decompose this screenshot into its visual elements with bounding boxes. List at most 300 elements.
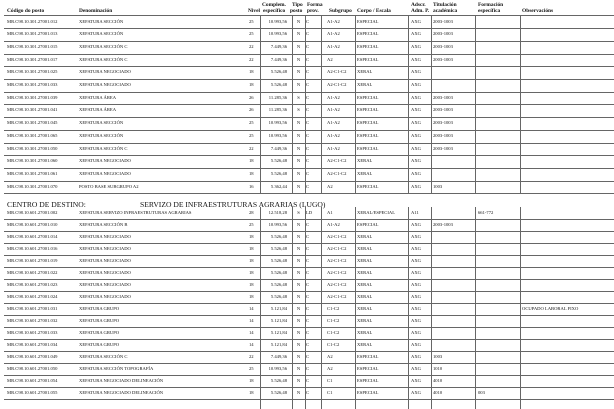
cell-codigo: MR.C98.10.301.27001.060 xyxy=(7,158,58,164)
cell-adscr: AXG xyxy=(411,366,421,371)
cell-forma: C xyxy=(306,330,310,335)
cell-den: XEFATURA SECCIÓN C xyxy=(79,354,128,359)
header-corpo: Corpo / Escala xyxy=(357,8,391,14)
cell-den: XEFATURA NEGOCIADO DELINEACIÓN xyxy=(79,378,164,383)
table-row xyxy=(0,104,614,115)
cell-nivel: 14 xyxy=(249,330,254,335)
header-adscr-2: Adm. P. xyxy=(411,8,430,14)
cell-tipo: N xyxy=(296,390,301,395)
cell-nivel: 18 xyxy=(249,246,254,251)
cell-subgrupo: A2-C1-C2 xyxy=(327,270,347,275)
cell-nivel: 22 xyxy=(249,354,254,359)
cell-den: XEFATURA GRUPO xyxy=(79,318,120,323)
table-row xyxy=(0,243,614,254)
cell-formacion: 661-772 xyxy=(478,210,494,215)
cell-tipo: N xyxy=(296,120,301,126)
cell-forma: C xyxy=(306,306,310,311)
cell-forma: C xyxy=(306,18,310,24)
cell-subgrupo: C1-C2 xyxy=(327,318,340,323)
cell-forma: C xyxy=(306,258,310,263)
header-complem-1: Complem. xyxy=(262,2,286,8)
table-row xyxy=(0,327,614,338)
row-rule xyxy=(4,399,614,400)
cell-corpo: XERAL xyxy=(357,246,373,251)
cell-corpo: XERAL xyxy=(357,342,373,347)
cell-complem: 5.526,48 xyxy=(270,282,287,287)
cell-forma: C xyxy=(306,107,310,113)
cell-titulacion: 4010 xyxy=(433,378,443,383)
cell-den: XEFATURA NEGOCIADO xyxy=(79,158,131,164)
cell-titulacion: 2003-1003 xyxy=(433,132,453,138)
cell-titulacion: 1010 xyxy=(433,366,443,371)
cell-tipo: N xyxy=(296,56,301,62)
cell-nivel: 26 xyxy=(249,94,254,100)
cell-codigo: MR.C98.10.601.27001.049 xyxy=(7,354,58,359)
cell-complem: 11.285,36 xyxy=(268,94,287,100)
cell-codigo: MR.C98.10.601.27001.034 xyxy=(7,342,58,347)
cell-complem: 5.526,48 xyxy=(270,82,287,87)
cell-subgrupo: C1-C2 xyxy=(327,330,340,335)
cell-subgrupo: A2-C1-C2 xyxy=(327,82,347,87)
cell-nivel: 18 xyxy=(249,378,254,383)
cell-nivel: 18 xyxy=(249,69,254,75)
cell-tipo: N xyxy=(296,378,301,383)
cell-titulacion: 1003 xyxy=(433,354,443,359)
cell-adscr: AXG xyxy=(411,258,421,263)
cell-adscr: AXG xyxy=(411,318,421,323)
header-codigo: Código do posto xyxy=(7,8,45,14)
cell-complem: 10.993,56 xyxy=(268,120,287,126)
cell-titulacion: 2003-1003 xyxy=(433,120,453,126)
cell-titulacion: 1003 xyxy=(433,183,443,189)
cell-subgrupo: A2-C1-C2 xyxy=(327,294,347,299)
cell-titulacion: 2003-1003 xyxy=(433,145,453,151)
cell-nivel: 18 xyxy=(249,170,254,176)
cell-subgrupo: C1 xyxy=(327,378,333,383)
cell-forma: C xyxy=(306,183,310,189)
cell-tipo: N xyxy=(296,158,301,164)
cell-nivel: 25 xyxy=(249,18,254,24)
cell-forma: C xyxy=(306,94,310,100)
cell-codigo: MR.C98.10.301.27001.017 xyxy=(7,56,58,62)
cell-forma: C xyxy=(306,342,310,347)
cell-complem: 7.449,36 xyxy=(270,145,287,151)
cell-corpo: XERAL xyxy=(357,306,373,311)
cell-adscr: AXG xyxy=(411,390,421,395)
header-formacion-1: Formación xyxy=(478,2,504,8)
cell-forma: C xyxy=(306,222,310,227)
cell-tipo: S xyxy=(297,94,300,100)
cell-subgrupo: A2-C1-C2 xyxy=(327,246,347,251)
cell-corpo: XERAL xyxy=(357,258,373,263)
cell-adscr: AXG xyxy=(411,145,421,151)
cell-corpo: ESPECIAL xyxy=(357,107,379,113)
cell-den: XEFATURA SECCIÓN C xyxy=(79,56,128,62)
table-row xyxy=(0,54,614,65)
cell-nivel: 18 xyxy=(249,258,254,263)
cell-nivel: 18 xyxy=(249,82,254,87)
cell-corpo: XERAL xyxy=(357,282,373,287)
cell-nivel: 18 xyxy=(249,294,254,299)
cell-forma: C xyxy=(306,318,310,323)
cell-nivel: 25 xyxy=(249,132,254,138)
table-row xyxy=(0,130,614,141)
cell-den: XEFATURA NEGOCIADO xyxy=(79,246,131,251)
cell-forma: C xyxy=(306,69,310,75)
cell-tipo: S xyxy=(297,107,300,113)
cell-codigo: MR.C98.10.301.27001.061 xyxy=(7,170,58,176)
cell-adscr: AXG xyxy=(411,330,421,335)
table-row xyxy=(0,41,614,52)
cell-subgrupo: A1-A2 xyxy=(327,132,340,138)
cell-nivel: 28 xyxy=(249,210,254,215)
header-forma-2: prov. xyxy=(307,8,319,14)
cell-adscr: A11 xyxy=(411,210,419,215)
cell-subgrupo: A1-A2 xyxy=(327,222,340,227)
cell-adscr: AXG xyxy=(411,82,421,87)
cell-forma: C xyxy=(306,82,310,87)
header-nivel: Nivel xyxy=(248,8,260,14)
cell-codigo: MR.C98.10.601.27001.055 xyxy=(7,390,58,395)
cell-subgrupo: C1-C2 xyxy=(327,342,340,347)
cell-subgrupo: A2-C1-C2 xyxy=(327,258,347,263)
cell-forma: C xyxy=(306,390,310,395)
cell-codigo: MR.C98.10.301.27001.065 xyxy=(7,132,58,138)
cell-nivel: 14 xyxy=(249,318,254,323)
table-row xyxy=(0,303,614,314)
table-row xyxy=(0,28,614,39)
cell-forma: C xyxy=(306,246,310,251)
cell-subgrupo: C1-C2 xyxy=(327,306,340,311)
table-row xyxy=(0,375,614,386)
cell-corpo: ESPECIAL xyxy=(357,183,379,189)
cell-codigo: MR.C98.10.601.27001.024 xyxy=(7,294,58,299)
cell-tipo: N xyxy=(296,366,301,371)
cell-subgrupo: A2 xyxy=(327,354,333,359)
header-observacions: Observacións xyxy=(522,8,554,14)
cell-adscr: AXG xyxy=(411,270,421,275)
cell-subgrupo: A1-A2 xyxy=(327,43,340,49)
header-formacion-2: específica xyxy=(478,8,501,14)
cell-den: XEFATURA ÁREA xyxy=(79,94,117,100)
cell-forma: C xyxy=(306,234,310,239)
cell-den: XEFATURA GRUPO xyxy=(79,306,120,311)
cell-complem: 10.993,56 xyxy=(268,222,287,227)
cell-den: XEFATURA NEGOCIADO xyxy=(79,258,131,263)
cell-nivel: 18 xyxy=(249,282,254,287)
cell-adscr: AXG xyxy=(411,132,421,138)
cell-tipo: N xyxy=(296,183,301,189)
header-titulacion-2: académica xyxy=(433,8,458,14)
cell-codigo: MR.C98.10.301.27001.025 xyxy=(7,69,58,75)
cell-den: XEFATURA NEGOCIADO xyxy=(79,282,131,287)
cell-nivel: 18 xyxy=(249,158,254,164)
cell-codigo: MR.C98.10.601.27001.033 xyxy=(7,330,58,335)
cell-corpo: ESPECIAL xyxy=(357,222,379,227)
cell-den: XEFATURA SECCIÓN C xyxy=(79,43,128,49)
table-row xyxy=(0,387,614,398)
cell-subgrupo: A2-C1-C2 xyxy=(327,234,347,239)
cell-den: XEFATURA SECCIÓN C xyxy=(79,145,128,151)
cell-codigo: MR.C98.10.601.27001.010 xyxy=(7,222,58,227)
cell-codigo: MR.C98.10.301.27001.041 xyxy=(7,107,58,113)
table-row xyxy=(0,255,614,266)
cell-forma: C xyxy=(306,31,310,37)
cell-adscr: AXG xyxy=(411,94,421,100)
cell-tipo: N xyxy=(296,294,301,299)
cell-corpo: XERAL xyxy=(357,270,373,275)
cell-complem: 12.518,28 xyxy=(268,210,287,215)
cell-den: XEFATURA NEGOCIADO DELINEACIÓN xyxy=(79,390,164,395)
table-row xyxy=(0,117,614,128)
table-row xyxy=(0,219,614,230)
cell-titulacion: 2003-1003 xyxy=(433,43,453,49)
cell-codigo: MR.C98.10.601.27001.023 xyxy=(7,282,58,287)
cell-complem: 5.362,44 xyxy=(270,183,287,189)
table-row xyxy=(0,16,614,27)
row-rule xyxy=(4,193,614,194)
cell-complem: 5.526,48 xyxy=(270,390,287,395)
cell-formacion: 003 xyxy=(478,390,485,395)
cell-den: XEFATURA NEGOCIADO xyxy=(79,170,131,176)
cell-titulacion: 2003-1003 xyxy=(433,107,453,113)
cell-complem: 11.285,36 xyxy=(268,107,287,113)
cell-adscr: AXG xyxy=(411,183,421,189)
cell-subgrupo: A2 xyxy=(327,366,333,371)
cell-codigo: MR.C98.10.301.27001.015 xyxy=(7,43,58,49)
cell-tipo: N xyxy=(296,170,301,176)
cell-codigo: MR.C98.10.601.27001.031 xyxy=(7,306,58,311)
cell-den: XEFATURA NEGOCIADO xyxy=(79,234,131,239)
cell-tipo: N xyxy=(296,354,301,359)
cell-corpo: ESPECIAL xyxy=(357,354,379,359)
cell-subgrupo: A1-A2 xyxy=(327,107,340,113)
cell-tipo: N xyxy=(296,306,301,311)
cell-corpo: ESPECIAL xyxy=(357,120,379,126)
table-row xyxy=(0,66,614,77)
cell-subgrupo: A1-A2 xyxy=(327,31,340,37)
cell-tipo: N xyxy=(296,234,301,239)
cell-codigo: MR.C98.10.301.27001.045 xyxy=(7,120,58,126)
header-tipo-1: Tipo xyxy=(292,2,303,8)
cell-den: XEFATURA SECCIÓN xyxy=(79,120,124,126)
cell-titulacion: 2003-1003 xyxy=(433,18,453,24)
cell-subgrupo: A2-C1-C2 xyxy=(327,69,347,75)
cell-forma: C xyxy=(306,43,310,49)
cell-adscr: AXG xyxy=(411,18,421,24)
cell-subgrupo: C1 xyxy=(327,390,333,395)
table-row xyxy=(0,231,614,242)
cell-codigo: MR.C98.10.301.27001.039 xyxy=(7,94,58,100)
table-row xyxy=(0,155,614,166)
table-row xyxy=(0,291,614,302)
cell-corpo: XERAL xyxy=(357,158,373,164)
cell-corpo: ESPECIAL xyxy=(357,18,379,24)
cell-nivel: 26 xyxy=(249,107,254,113)
cell-complem: 10.993,56 xyxy=(268,18,287,24)
table-row xyxy=(0,143,614,154)
cell-complem: 10.993,56 xyxy=(268,31,287,37)
cell-corpo: ESPECIAL xyxy=(357,378,379,383)
cell-forma: C xyxy=(306,294,310,299)
cell-tipo: N xyxy=(296,282,301,287)
cell-complem: 5.526,48 xyxy=(270,69,287,75)
cell-complem: 5.121,84 xyxy=(270,306,287,311)
cell-complem: 10.993,56 xyxy=(268,132,287,138)
cell-adscr: AXG xyxy=(411,69,421,75)
cell-nivel: 25 xyxy=(249,366,254,371)
cell-tipo: N xyxy=(296,270,301,275)
header-complem-2: específico xyxy=(263,8,286,14)
cell-complem: 5.121,84 xyxy=(270,318,287,323)
cell-adscr: AXG xyxy=(411,158,421,164)
table-row xyxy=(0,181,614,192)
cell-adscr: AXG xyxy=(411,354,421,359)
cell-codigo: MR.C98.10.601.27001.050 xyxy=(7,366,58,371)
cell-subgrupo: A1-A2 xyxy=(327,18,340,24)
cell-subgrupo: A2-C1-C2 xyxy=(327,170,347,176)
cell-adscr: AXG xyxy=(411,294,421,299)
cell-obs: OCUPADO LABORAL FIXO xyxy=(522,306,579,311)
cell-complem: 5.121,84 xyxy=(270,330,287,335)
cell-subgrupo: A2-C1-C2 xyxy=(327,158,347,164)
cell-tipo: N xyxy=(296,222,301,227)
cell-forma: C xyxy=(306,145,310,151)
cell-codigo: MR.C98.10.301.27001.033 xyxy=(7,82,58,87)
cell-tipo: N xyxy=(296,318,301,323)
table-row xyxy=(0,267,614,278)
cell-nivel: 16 xyxy=(249,183,254,189)
cell-adscr: AXG xyxy=(411,282,421,287)
cell-complem: 5.526,48 xyxy=(270,246,287,251)
cell-corpo: ESPECIAL xyxy=(357,43,379,49)
cell-complem: 5.526,48 xyxy=(270,270,287,275)
cell-titulacion: 2003-1003 xyxy=(433,56,453,62)
cell-corpo: ESPECIAL xyxy=(357,31,379,37)
cell-adscr: AXG xyxy=(411,31,421,37)
cell-nivel: 22 xyxy=(249,43,254,49)
cell-adscr: AXG xyxy=(411,342,421,347)
cell-corpo: XERAL/ESPECIAL xyxy=(357,210,396,215)
cell-tipo: N xyxy=(296,342,301,347)
cell-den: XEFATURA GRUPO xyxy=(79,330,120,335)
cell-corpo: XERAL xyxy=(357,170,373,176)
cell-codigo: MR.C98.10.601.27001.022 xyxy=(7,270,58,275)
header-forma-1: Forma xyxy=(307,2,323,8)
cell-adscr: AXG xyxy=(411,234,421,239)
cell-forma: C xyxy=(306,132,310,138)
table-row xyxy=(0,279,614,290)
cell-nivel: 18 xyxy=(249,390,254,395)
cell-nivel: 14 xyxy=(249,306,254,311)
cell-tipo: N xyxy=(296,43,301,49)
cell-nivel: 18 xyxy=(249,234,254,239)
cell-complem: 10.993,56 xyxy=(268,366,287,371)
cell-adscr: AXG xyxy=(411,43,421,49)
cell-subgrupo: A2-C1-C2 xyxy=(327,282,347,287)
cell-forma: C xyxy=(306,378,310,383)
cell-codigo: MR.C98.10.301.27001.050 xyxy=(7,145,58,151)
cell-den: POSTO BASE SUBGRUPO A2 xyxy=(79,183,139,189)
cell-complem: 5.526,48 xyxy=(270,294,287,299)
cell-codigo: MR.C98.10.601.27001.019 xyxy=(7,258,58,263)
cell-adscr: AXG xyxy=(411,306,421,311)
header-denominacion: Denominación xyxy=(79,8,113,14)
cell-corpo: ESPECIAL xyxy=(357,366,379,371)
cell-corpo: ESPECIAL xyxy=(357,94,379,100)
cell-subgrupo: A1-A2 xyxy=(327,94,340,100)
cell-forma: C xyxy=(306,170,310,176)
cell-den: XEFATURA NEGOCIADO xyxy=(79,294,131,299)
table-row xyxy=(0,315,614,326)
cell-den: XEFATURA ÁREA xyxy=(79,107,117,113)
cell-complem: 7.449,36 xyxy=(270,56,287,62)
cell-codigo: MR.C98.10.601.27001.016 xyxy=(7,246,58,251)
cell-codigo: MR.C98.10.601.27001.014 xyxy=(7,234,58,239)
cell-titulacion: 4010 xyxy=(433,390,443,395)
cell-tipo: N xyxy=(296,330,301,335)
center-name: SERVIZO DE INFRAESTRUTURAS AGRARIAS (LUGO) xyxy=(140,200,326,209)
cell-forma: LD xyxy=(306,210,313,215)
cell-adscr: AXG xyxy=(411,56,421,62)
cell-complem: 5.526,48 xyxy=(270,158,287,164)
cell-tipo: N xyxy=(296,145,301,151)
cell-corpo: ESPECIAL xyxy=(357,56,379,62)
cell-nivel: 22 xyxy=(249,56,254,62)
cell-adscr: AXG xyxy=(411,107,421,113)
cell-tipo: N xyxy=(296,69,301,75)
cell-corpo: ESPECIAL xyxy=(357,145,379,151)
header-subgrupo: Subgrupo xyxy=(329,8,352,14)
cell-forma: C xyxy=(306,56,310,62)
cell-den: XEFATURA SECCIÓN TOPOGRAFÍA xyxy=(79,366,154,371)
cell-den: XEFATURA SECCIÓN B xyxy=(79,222,128,227)
center-label: CENTRO DE DESTINO: xyxy=(7,200,86,209)
cell-den: XEFATURA SECCIÓN xyxy=(79,18,124,24)
cell-complem: 5.526,48 xyxy=(270,378,287,383)
table-row xyxy=(0,168,614,179)
cell-subgrupo: A1-A2 xyxy=(327,120,340,126)
cell-forma: C xyxy=(306,366,310,371)
cell-corpo: ESPECIAL xyxy=(357,132,379,138)
cell-adscr: AXG xyxy=(411,246,421,251)
cell-tipo: N xyxy=(296,18,301,24)
table-row xyxy=(0,339,614,350)
table-row xyxy=(0,207,614,218)
cell-complem: 5.121,84 xyxy=(270,342,287,347)
cell-nivel: 25 xyxy=(249,120,254,126)
cell-nivel: 25 xyxy=(249,31,254,37)
cell-corpo: XERAL xyxy=(357,294,373,299)
cell-tipo: N xyxy=(296,246,301,251)
cell-corpo: XERAL xyxy=(357,330,373,335)
cell-complem: 5.526,48 xyxy=(270,234,287,239)
cell-nivel: 14 xyxy=(249,342,254,347)
cell-den: XEFATURA SERVIZO INFRAESTRUTURAS AGRARIAS xyxy=(79,210,192,215)
cell-codigo: MR.C98.10.301.27001.070 xyxy=(7,183,58,189)
cell-subgrupo: A1 xyxy=(327,210,333,215)
cell-forma: C xyxy=(306,120,310,126)
table-row xyxy=(0,351,614,362)
cell-adscr: AXG xyxy=(411,378,421,383)
cell-codigo: MR.C98.10.601.27001.032 xyxy=(7,318,58,323)
cell-titulacion: 2003-1003 xyxy=(433,31,453,37)
cell-den: XEFATURA GRUPO xyxy=(79,342,120,347)
cell-codigo: MR.C98.10.601.27001.054 xyxy=(7,378,58,383)
cell-codigo: MR.C98.10.301.27001.012 xyxy=(7,18,58,24)
cell-den: XEFATURA SECCIÓN xyxy=(79,132,124,138)
cell-corpo: XERAL xyxy=(357,82,373,87)
